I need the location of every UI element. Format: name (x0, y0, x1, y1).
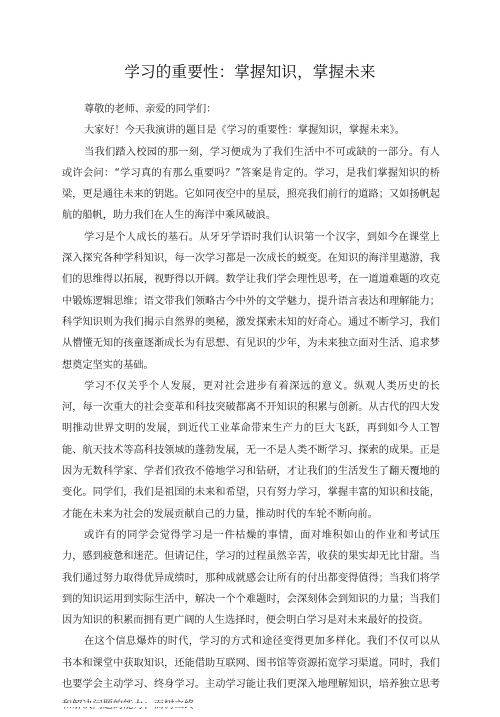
paragraph-information-age: 在这个信息爆炸的时代，学习的方式和途径变得更加多样化。我们不仅可以从书本和课堂中获取知识，还能借助互联网、图书馆等资源拓宽学习渠道。同时，我们也要学会主动学习、终身学习。主动学习能让我们更深入地理解知识，培养独立思考 (62, 636, 440, 691)
document-body (62, 99, 440, 717)
paragraph-introduction: 当我们踏入校园的那一刻，学习便成为了我们生活中不可或缺的一部分。有人或许会问：“学习真的有那么重要吗？”答案是肯定的。学习，是我们掌握知识的桥梁，更是通往未来的钥匙。它如同夜空中的星辰，照亮我们前行的道路；又如扬帆起航的船帆，助力我们在人生的海洋中乘风破浪。 (62, 146, 440, 222)
salutation: 尊敬的老师、亲爱的同学们： (84, 104, 217, 115)
page-bottom-edge (0, 703, 500, 707)
paragraph-hard-work: 或许有的同学会觉得学习是一件枯燥的事情，面对堆积如山的作业和考试压力，感到疲惫和迷茫。但请记住，学习的过程虽然辛苦，收获的果实却无比甘甜。当我们通过努力取得优异成绩时，那种成就感会让所有的付出都变得值得；当我们将学到的知识运用到实际生活中，解决一个个难题时，会深刻体会到知识的力量；当我们因为知识的积累而拥有更广阔的人生选择时，便会明白学习是对未来最好的投资。 (62, 529, 440, 627)
paragraph-greeting: 大家好！今天我演讲的题目是《学习的重要性：掌握知识，掌握未来》。 (84, 125, 405, 137)
document-title: 学习的重要性：掌握知识，掌握未来 (124, 63, 376, 81)
paragraph-personal-growth: 学习是个人成长的基石。从牙牙学语时我们认识第一个汉字，到如今在课堂上深入探究各种学科知识，每一次学习都是一次成长的蜕变。在知识的海洋里遨游，我们的思维得以拓展，视野得以开阔。数学让我们学会理性思考，在一道道难题的攻克中锻炼逻辑思维；语文带我们领略古今中外的文学魅力，提升语言表达和理解能力；科学知识则为我们揭示自然界的奥秘，激发探索未知的好奇心。通过不断学习，我们从懵懂无知的孩童逐渐成长为有思想、有见识的少年，为未来独立面对生活、追求梦想奠定坚实的基础。 (62, 231, 440, 371)
paragraph-social-progress: 学习不仅关乎个人发展，更对社会进步有着深远的意义。纵观人类历史的长河，每一次重大的社会变革和科技突破都离不开知识的积累与创新。从古代的四大发明推动世界文明的发展，到近代工业革命带来生产力的巨大飞跃，再到如今人工智能、航天技术等高科技领域的蓬勃发展，无一不是人类不断学习、探索的成果。正是因为无数科学家、学者们孜孜不倦地学习和钻研，才让我们的生活发生了翻天覆地的变化。同学们，我们是祖国的未来和希望，只有努力学习，掌握丰富的知识和技能，才能在未来为社会的发展贡献自己的力量，推动时代的车轮不断向前。 (62, 380, 440, 520)
